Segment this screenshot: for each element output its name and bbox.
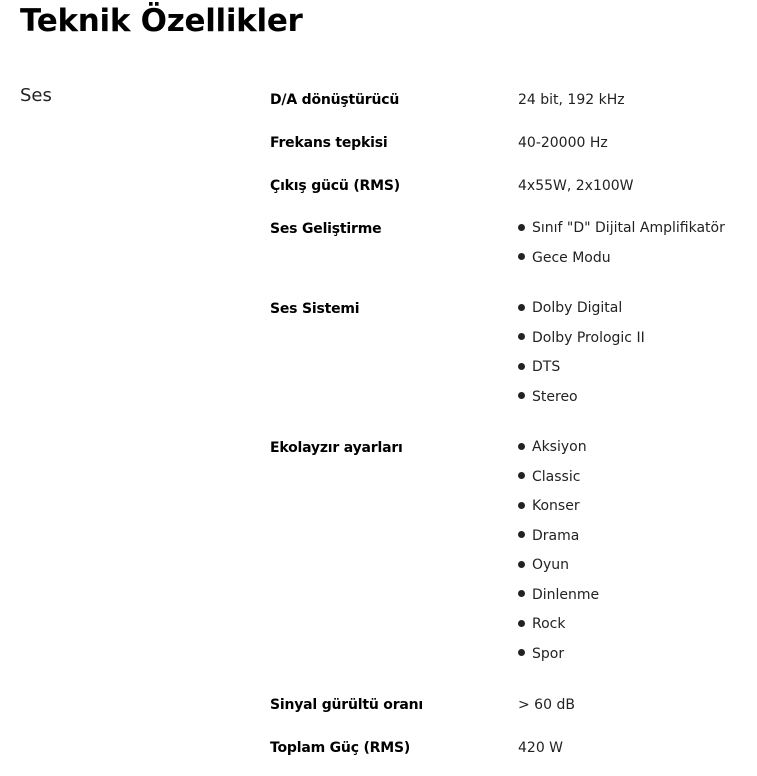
spec-row-total-power xyxy=(270,733,750,763)
bullet-icon xyxy=(518,304,525,311)
list-item-text: Oyun xyxy=(532,557,570,573)
list-item xyxy=(518,492,750,522)
spec-value: 4x55W, 2x100W xyxy=(518,178,634,194)
section-title: Ses xyxy=(20,85,52,106)
list-item-text: Aksiyon xyxy=(532,439,587,455)
spec-label: Frekans tepkisi xyxy=(270,135,388,151)
spec-row-frequency-response xyxy=(270,128,750,158)
bullet-icon xyxy=(518,531,525,538)
spec-row-equalizer-settings xyxy=(270,433,750,669)
spec-value: 40-20000 Hz xyxy=(518,135,608,151)
bullet-icon xyxy=(518,392,525,399)
list-item xyxy=(518,522,750,552)
spec-value: 24 bit, 192 kHz xyxy=(518,92,625,108)
list-item xyxy=(518,640,750,670)
bullet-icon xyxy=(518,253,525,260)
spec-value: 420 W xyxy=(518,740,564,756)
spec-label: Ses Geliştirme xyxy=(270,221,382,237)
spec-value: > 60 dB xyxy=(518,697,575,713)
list-item xyxy=(518,581,750,611)
spec-value-list xyxy=(518,433,750,669)
list-item-text: Drama xyxy=(532,527,580,544)
list-item-text: Rock xyxy=(532,616,566,632)
list-item-text: Sınıf "D" Dijital Amplifikatör xyxy=(532,220,725,236)
spec-label: Toplam Güç (RMS) xyxy=(270,740,411,756)
list-item-text: Stereo xyxy=(532,388,578,405)
spec-label: Çıkış gücü (RMS) xyxy=(270,178,400,194)
list-item xyxy=(518,214,750,244)
list-item-text: Classic xyxy=(532,468,581,485)
bullet-icon xyxy=(518,443,525,450)
spec-value-list xyxy=(518,294,750,412)
spec-row-da-converter xyxy=(270,85,750,115)
page-title: Teknik Özellikler xyxy=(20,3,303,39)
spec-label: Sinyal gürültü oranı xyxy=(270,697,424,713)
spec-row-sound-system xyxy=(270,294,750,412)
spec-row-sound-enhancement xyxy=(270,214,750,273)
list-item-text: Gece Modu xyxy=(532,249,611,266)
bullet-icon xyxy=(518,333,525,340)
spec-value-list xyxy=(518,214,750,273)
list-item-text: Konser xyxy=(532,498,580,514)
spec-row-output-power xyxy=(270,171,750,201)
list-item xyxy=(518,324,750,354)
bullet-icon xyxy=(518,561,525,568)
list-item xyxy=(518,551,750,581)
list-item-text: Dolby Digital xyxy=(532,300,623,316)
spec-table xyxy=(270,85,750,776)
list-item xyxy=(518,244,750,274)
bullet-icon xyxy=(518,363,525,370)
list-item xyxy=(518,383,750,413)
bullet-icon xyxy=(518,649,525,656)
bullet-icon xyxy=(518,472,525,479)
bullet-icon xyxy=(518,502,525,509)
list-item xyxy=(518,433,750,463)
list-item-text: Dolby Prologic II xyxy=(532,329,645,346)
list-item xyxy=(518,463,750,493)
list-item-text: Dinlenme xyxy=(532,586,600,603)
list-item xyxy=(518,353,750,383)
list-item-text: Spor xyxy=(532,645,565,662)
spec-label: Ses Sistemi xyxy=(270,301,360,317)
bullet-icon xyxy=(518,590,525,597)
list-item xyxy=(518,610,750,640)
list-item-text: DTS xyxy=(532,359,561,375)
bullet-icon xyxy=(518,620,525,627)
bullet-icon xyxy=(518,224,525,231)
list-item xyxy=(518,294,750,324)
spec-row-signal-noise-ratio xyxy=(270,690,750,720)
spec-label: Ekolayzır ayarları xyxy=(270,440,403,456)
spec-label: D/A dönüştürücü xyxy=(270,92,400,108)
